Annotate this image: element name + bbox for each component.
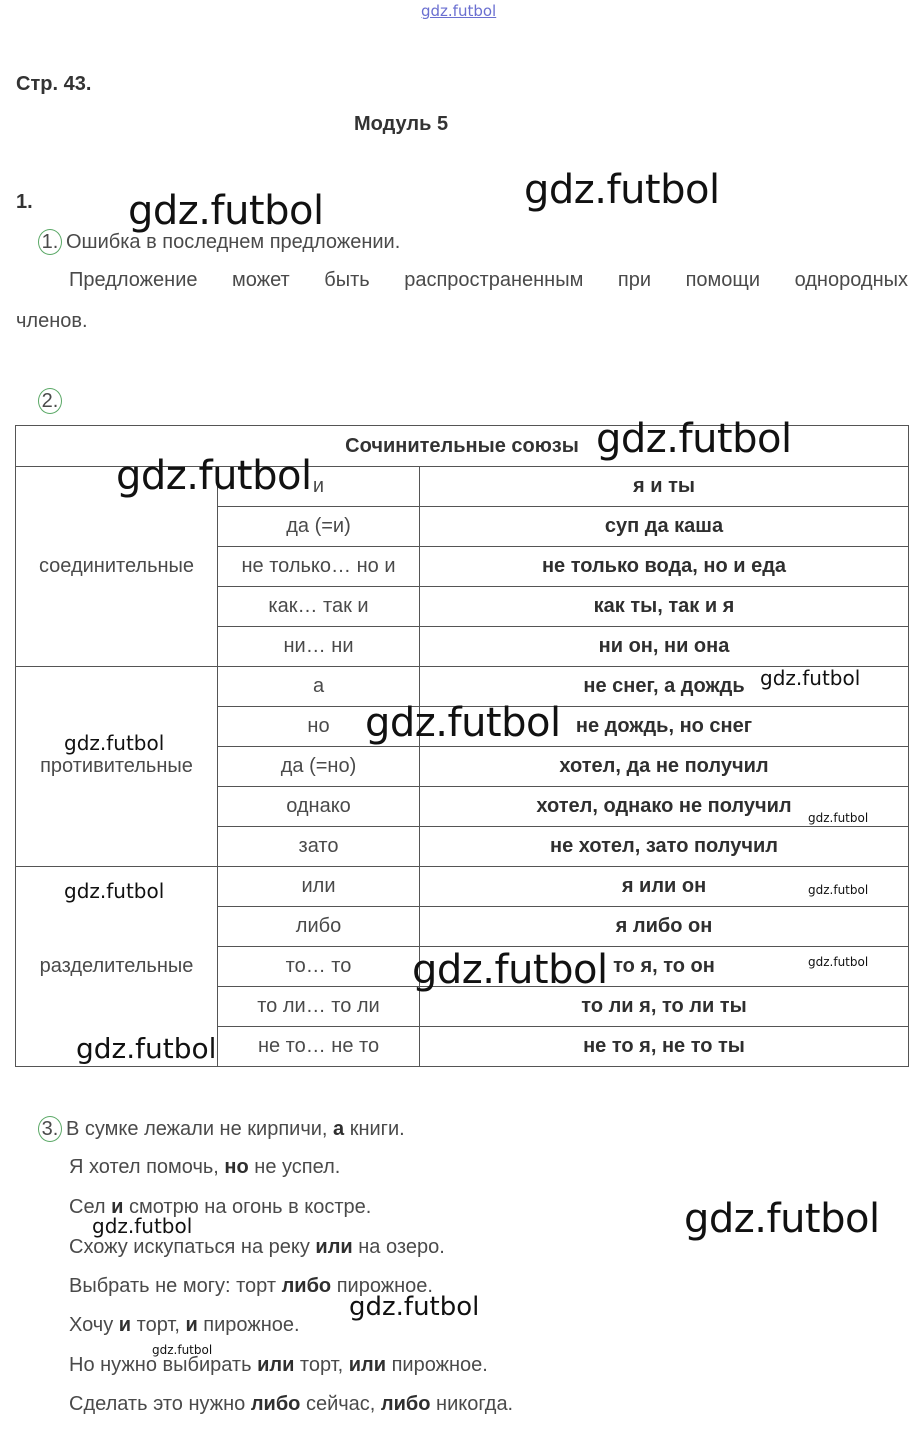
section1-line2: Предложение может быть распространенным при помощи однородных: [69, 269, 908, 291]
example-cell: то ли я, то ли ты: [420, 987, 909, 1027]
example-cell: хотел, да не получил: [420, 747, 909, 787]
watermark: gdz.futbol: [808, 955, 869, 969]
section3-sentence-4: Выбрать не могу: торт либо пирожное.: [69, 1275, 433, 1297]
section3-sentence-7: Сделать это нужно либо сейчас, либо никогда.: [69, 1393, 514, 1415]
conj-cell: и: [218, 467, 420, 507]
watermark: gdz.futbol: [412, 947, 608, 993]
watermark: gdz.futbol: [684, 1196, 880, 1242]
conj-cell: а: [218, 667, 420, 707]
example-cell: не только вода, но и еда: [420, 547, 909, 587]
conj-cell: не только… но и: [218, 547, 420, 587]
section3-sentence-5: Хочу и торт, и пирожное.: [69, 1314, 300, 1336]
conj-cell: как… так и: [218, 587, 420, 627]
watermark: gdz.futbol: [349, 1292, 480, 1322]
section3-sentence-0: 3. В сумке лежали не кирпичи, а книги.: [38, 1116, 405, 1142]
example-cell: не снег, а дождь: [420, 667, 909, 707]
watermark: gdz.futbol: [92, 1214, 193, 1238]
watermark: gdz.futbol: [760, 666, 861, 690]
conj-cell: то… то: [218, 947, 420, 987]
group-name: соединительные: [16, 467, 218, 667]
watermark: gdz.futbol: [76, 1032, 217, 1065]
example-cell: суп да каша: [420, 507, 909, 547]
section3-sentence-3: Схожу искупаться на реку или на озеро.: [69, 1236, 445, 1258]
watermark: gdz.futbol: [64, 731, 165, 755]
conj-cell: либо: [218, 907, 420, 947]
example-cell: я и ты: [420, 467, 909, 507]
section1-marker: 1.: [38, 229, 62, 255]
example-cell: то я, то он: [420, 947, 909, 987]
top-watermark-link[interactable]: gdz.futbol: [421, 2, 497, 20]
section3-marker: 3.: [38, 1116, 62, 1142]
conj-cell: но: [218, 707, 420, 747]
watermark: gdz.futbol: [128, 188, 324, 234]
watermark: gdz.futbol: [808, 883, 869, 897]
conj-cell: или: [218, 867, 420, 907]
example-cell: не дождь, но снег: [420, 707, 909, 747]
conj-cell: то ли… то ли: [218, 987, 420, 1027]
watermark: gdz.futbol: [116, 453, 312, 499]
watermark: gdz.futbol: [365, 700, 561, 746]
group-name: противительные: [16, 667, 218, 867]
section1-line3: членов.: [16, 310, 88, 332]
module-title: Модуль 5: [354, 113, 449, 135]
section3-sentence-6: Но нужно выбирать или торт, или пирожное.: [69, 1354, 488, 1376]
section3-sentence-1: Я хотел помочь, но не успел.: [69, 1156, 341, 1178]
conj-cell: да (=но): [218, 747, 420, 787]
section1-text: Ошибка в последнем предложении.: [66, 231, 401, 253]
example-cell: я либо он: [420, 907, 909, 947]
page-label: Стр. 43.: [16, 73, 92, 95]
example-cell: хотел, однако не получил: [420, 787, 909, 827]
section2-marker-wrap: [38, 388, 66, 414]
example-cell: я или он: [420, 867, 909, 907]
group-name: разделительные: [16, 867, 218, 1067]
conj-cell: не то… не то: [218, 1027, 420, 1067]
example-cell: ни он, ни она: [420, 627, 909, 667]
watermark: gdz.futbol: [596, 416, 792, 462]
conj-cell: ни… ни: [218, 627, 420, 667]
watermark: gdz.futbol: [64, 879, 165, 903]
conj-cell: да (=и): [218, 507, 420, 547]
section2-marker: 2.: [38, 388, 62, 414]
section3-sentence-2: Сел и смотрю на огонь в костре.: [69, 1196, 372, 1218]
table-title: Сочинительные союзы: [16, 426, 909, 467]
example-cell: не хотел, зато получил: [420, 827, 909, 867]
example-cell: не то я, не то ты: [420, 1027, 909, 1067]
watermark: gdz.futbol: [524, 167, 720, 213]
example-cell: как ты, так и я: [420, 587, 909, 627]
conj-cell: однако: [218, 787, 420, 827]
task-number: 1.: [16, 191, 33, 213]
conj-cell: зато: [218, 827, 420, 867]
watermark: gdz.futbol: [152, 1343, 213, 1357]
watermark: gdz.futbol: [808, 811, 869, 825]
